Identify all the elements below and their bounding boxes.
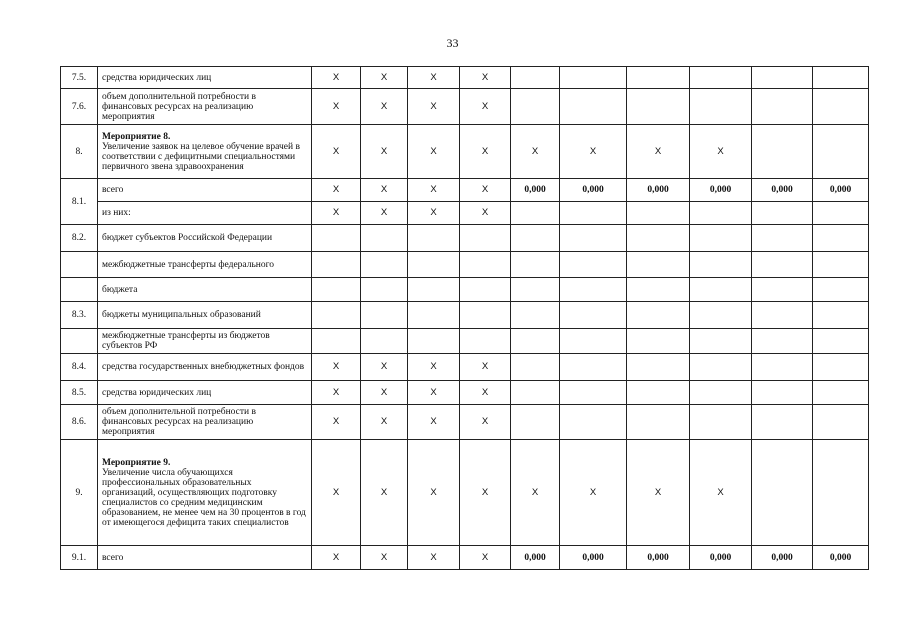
table-cell: X <box>361 440 408 546</box>
table-cell <box>627 67 690 89</box>
table-row <box>61 202 869 225</box>
table-cell: X <box>408 440 460 546</box>
row-number <box>61 252 98 278</box>
table-cell: 0,000 <box>752 546 813 570</box>
table-cell <box>813 125 869 179</box>
row-label-cell <box>98 179 312 202</box>
table-cell <box>560 329 627 354</box>
table-cell <box>511 354 560 381</box>
table-cell: X <box>460 546 511 570</box>
table-cell <box>408 302 460 329</box>
row-label: Увеличение заявок на целевое обучение врачей в соответствии с дефицитными специальностями первичного звена здравоохранения <box>102 141 300 172</box>
table-cell <box>752 278 813 302</box>
table-cell: X <box>460 381 511 405</box>
table-cell <box>560 252 627 278</box>
table-cell <box>511 89 560 125</box>
row-label-cell <box>98 67 312 89</box>
table-row <box>61 89 869 125</box>
table-cell <box>690 278 752 302</box>
table-cell <box>511 405 560 440</box>
row-number: 8.5. <box>61 381 98 405</box>
table-cell <box>813 89 869 125</box>
row-number: 7.5. <box>61 67 98 89</box>
table-cell <box>690 225 752 252</box>
table-cell: X <box>312 546 361 570</box>
table-cell <box>813 405 869 440</box>
table-cell <box>690 381 752 405</box>
row-label: всего <box>102 185 124 195</box>
row-label-cell <box>98 405 312 440</box>
row-label: объем дополнительной потребности в финансовых ресурсах на реализацию мероприятия <box>102 407 256 437</box>
table-cell: X <box>460 354 511 381</box>
row-label-cell <box>98 125 312 179</box>
table-cell: 0,000 <box>511 179 560 202</box>
table-cell: X <box>408 354 460 381</box>
table-cell: 0,000 <box>627 179 690 202</box>
table-cell <box>627 302 690 329</box>
table-cell <box>560 354 627 381</box>
table-row <box>61 179 869 202</box>
table-cell <box>813 278 869 302</box>
table-cell: X <box>460 202 511 225</box>
row-label-cell <box>98 302 312 329</box>
table-row <box>61 329 869 354</box>
table-cell <box>460 278 511 302</box>
row-number: 8. <box>61 125 98 179</box>
table-cell <box>560 302 627 329</box>
table-cell <box>690 354 752 381</box>
table-cell <box>752 89 813 125</box>
table-cell <box>627 381 690 405</box>
row-number <box>61 278 98 302</box>
table-cell <box>560 225 627 252</box>
table-cell <box>752 225 813 252</box>
table-cell <box>361 329 408 354</box>
table-cell: X <box>460 67 511 89</box>
table-cell: 0,000 <box>813 179 869 202</box>
activity-title: Мероприятие 8. <box>102 131 171 142</box>
table-cell <box>560 67 627 89</box>
table-cell: X <box>408 202 460 225</box>
table-cell <box>408 278 460 302</box>
row-label: бюджета <box>102 284 138 295</box>
table-cell: X <box>511 125 560 179</box>
table-cell <box>752 202 813 225</box>
table-cell <box>752 440 813 546</box>
table-cell <box>813 202 869 225</box>
row-number: 9.1. <box>61 546 98 570</box>
table-cell <box>361 252 408 278</box>
table-cell: 0,000 <box>813 546 869 570</box>
row-label-cell <box>98 278 312 302</box>
row-label: средства юридических лиц <box>102 72 212 83</box>
table-cell: X <box>408 125 460 179</box>
table-cell <box>813 440 869 546</box>
row-label: межбюджетные трансферты федерального <box>102 259 275 270</box>
table-cell <box>752 381 813 405</box>
table-cell <box>813 67 869 89</box>
row-label: Увеличение числа обучающихся профессиональных образовательных организаций, осуществляющих подготовку специалистов со средним медицинским образованием, не менее чем на 30 процентов в год от имеющегося дефицита таких специалистов <box>102 467 306 528</box>
row-number: 7.6. <box>61 89 98 125</box>
table-cell: X <box>690 125 752 179</box>
table-cell <box>690 202 752 225</box>
table-cell <box>560 89 627 125</box>
table-cell <box>511 381 560 405</box>
row-label-cell <box>98 202 312 225</box>
table-row <box>61 225 869 252</box>
table-cell: X <box>361 202 408 225</box>
row-number: 8.4. <box>61 354 98 381</box>
table-cell <box>511 225 560 252</box>
table-cell <box>361 302 408 329</box>
table-row <box>61 405 869 440</box>
table-row <box>61 125 869 179</box>
table-cell: X <box>460 405 511 440</box>
table-cell <box>813 225 869 252</box>
table-cell <box>408 329 460 354</box>
table-cell: X <box>511 440 560 546</box>
table-cell <box>690 89 752 125</box>
row-label: бюджеты муниципальных образований <box>102 310 261 320</box>
table-cell <box>408 252 460 278</box>
table-cell: X <box>408 405 460 440</box>
table-body <box>61 67 869 570</box>
table-cell <box>627 89 690 125</box>
table-cell <box>361 278 408 302</box>
table-cell: X <box>312 67 361 89</box>
table-cell: 0,000 <box>627 546 690 570</box>
row-label-cell <box>98 440 312 546</box>
row-number: 9. <box>61 440 98 546</box>
table-cell <box>312 329 361 354</box>
table-cell: X <box>460 125 511 179</box>
table-cell <box>752 405 813 440</box>
table-row <box>61 67 869 89</box>
table-cell <box>752 125 813 179</box>
row-label-cell <box>98 225 312 252</box>
activity-title: Мероприятие 9. <box>102 457 171 468</box>
row-number: 8.1. <box>61 179 98 225</box>
table-cell: X <box>408 67 460 89</box>
table-cell <box>361 225 408 252</box>
table-cell <box>752 67 813 89</box>
table-cell <box>460 329 511 354</box>
table-cell: X <box>627 125 690 179</box>
table-cell: X <box>361 354 408 381</box>
row-label: межбюджетные трансферты из бюджетов субъектов РФ <box>102 331 270 351</box>
table-cell: X <box>312 440 361 546</box>
table-cell <box>690 67 752 89</box>
table-cell <box>690 302 752 329</box>
table-cell <box>752 329 813 354</box>
table-cell: 0,000 <box>560 546 627 570</box>
row-label: средства государственных внебюджетных фондов <box>102 362 305 372</box>
table-cell <box>752 354 813 381</box>
table-cell: X <box>312 179 361 202</box>
row-number: 8.2. <box>61 225 98 252</box>
table-cell: X <box>361 405 408 440</box>
table-cell: X <box>460 89 511 125</box>
table-cell <box>627 405 690 440</box>
table-cell: X <box>361 381 408 405</box>
table-cell <box>690 405 752 440</box>
table-cell <box>460 225 511 252</box>
table-cell <box>690 252 752 278</box>
table-cell <box>690 329 752 354</box>
table-cell: X <box>361 89 408 125</box>
table-cell: X <box>312 354 361 381</box>
table-cell <box>312 278 361 302</box>
table-cell: X <box>408 179 460 202</box>
table-cell: X <box>361 179 408 202</box>
table-cell: X <box>312 381 361 405</box>
table-row <box>61 354 869 381</box>
table-cell: X <box>361 546 408 570</box>
table-cell <box>511 67 560 89</box>
table-cell <box>627 354 690 381</box>
table-cell <box>627 329 690 354</box>
table-cell <box>560 202 627 225</box>
table-cell <box>460 302 511 329</box>
table-cell <box>627 225 690 252</box>
table-cell <box>560 278 627 302</box>
table-cell <box>511 252 560 278</box>
row-number: 8.6. <box>61 405 98 440</box>
table-cell <box>312 302 361 329</box>
table-cell: X <box>312 125 361 179</box>
table-cell <box>511 278 560 302</box>
table-cell <box>752 302 813 329</box>
table-cell <box>511 329 560 354</box>
row-label-cell <box>98 546 312 570</box>
table-row <box>61 546 869 570</box>
table-cell: X <box>408 381 460 405</box>
row-number <box>61 329 98 354</box>
table-cell <box>460 252 511 278</box>
table-cell: X <box>460 440 511 546</box>
table-cell: X <box>312 405 361 440</box>
table-cell: X <box>560 440 627 546</box>
row-label-cell <box>98 252 312 278</box>
row-number: 8.3. <box>61 302 98 329</box>
table-cell <box>312 252 361 278</box>
table-cell <box>813 329 869 354</box>
row-label: из них: <box>102 208 131 218</box>
table-cell: X <box>560 125 627 179</box>
table-cell <box>813 252 869 278</box>
table-cell: 0,000 <box>752 179 813 202</box>
row-label-cell <box>98 89 312 125</box>
table-cell <box>627 202 690 225</box>
table-row <box>61 381 869 405</box>
row-label: бюджет субъектов Российской Федерации <box>102 233 273 243</box>
table-cell <box>560 405 627 440</box>
financing-table <box>60 66 869 570</box>
table-cell: X <box>627 440 690 546</box>
row-label: объем дополнительной потребности в финансовых ресурсах на реализацию мероприятия <box>102 91 256 122</box>
table-cell <box>511 202 560 225</box>
table-cell <box>312 225 361 252</box>
table-cell <box>813 302 869 329</box>
row-label: средства юридических лиц <box>102 387 212 398</box>
table-cell <box>627 278 690 302</box>
table-cell <box>627 252 690 278</box>
table-cell <box>560 381 627 405</box>
table-cell: 0,000 <box>560 179 627 202</box>
table-cell: X <box>361 125 408 179</box>
row-label-cell <box>98 381 312 405</box>
table-cell: 0,000 <box>511 546 560 570</box>
row-label: всего <box>102 552 124 563</box>
table-row <box>61 440 869 546</box>
table-cell: X <box>408 89 460 125</box>
table-cell <box>813 354 869 381</box>
table-row <box>61 278 869 302</box>
table-row <box>61 302 869 329</box>
table-cell <box>752 252 813 278</box>
row-label-cell <box>98 354 312 381</box>
table-cell: 0,000 <box>690 546 752 570</box>
page-number: 33 <box>446 36 459 50</box>
table-cell <box>813 381 869 405</box>
table-cell: X <box>312 89 361 125</box>
table-cell <box>408 225 460 252</box>
row-label-cell <box>98 329 312 354</box>
table-cell: X <box>312 202 361 225</box>
table-row <box>61 252 869 278</box>
table-cell <box>511 302 560 329</box>
table-cell: X <box>460 179 511 202</box>
table-cell: 0,000 <box>690 179 752 202</box>
table-cell: X <box>408 546 460 570</box>
table-cell: X <box>361 67 408 89</box>
table-cell: X <box>690 440 752 546</box>
